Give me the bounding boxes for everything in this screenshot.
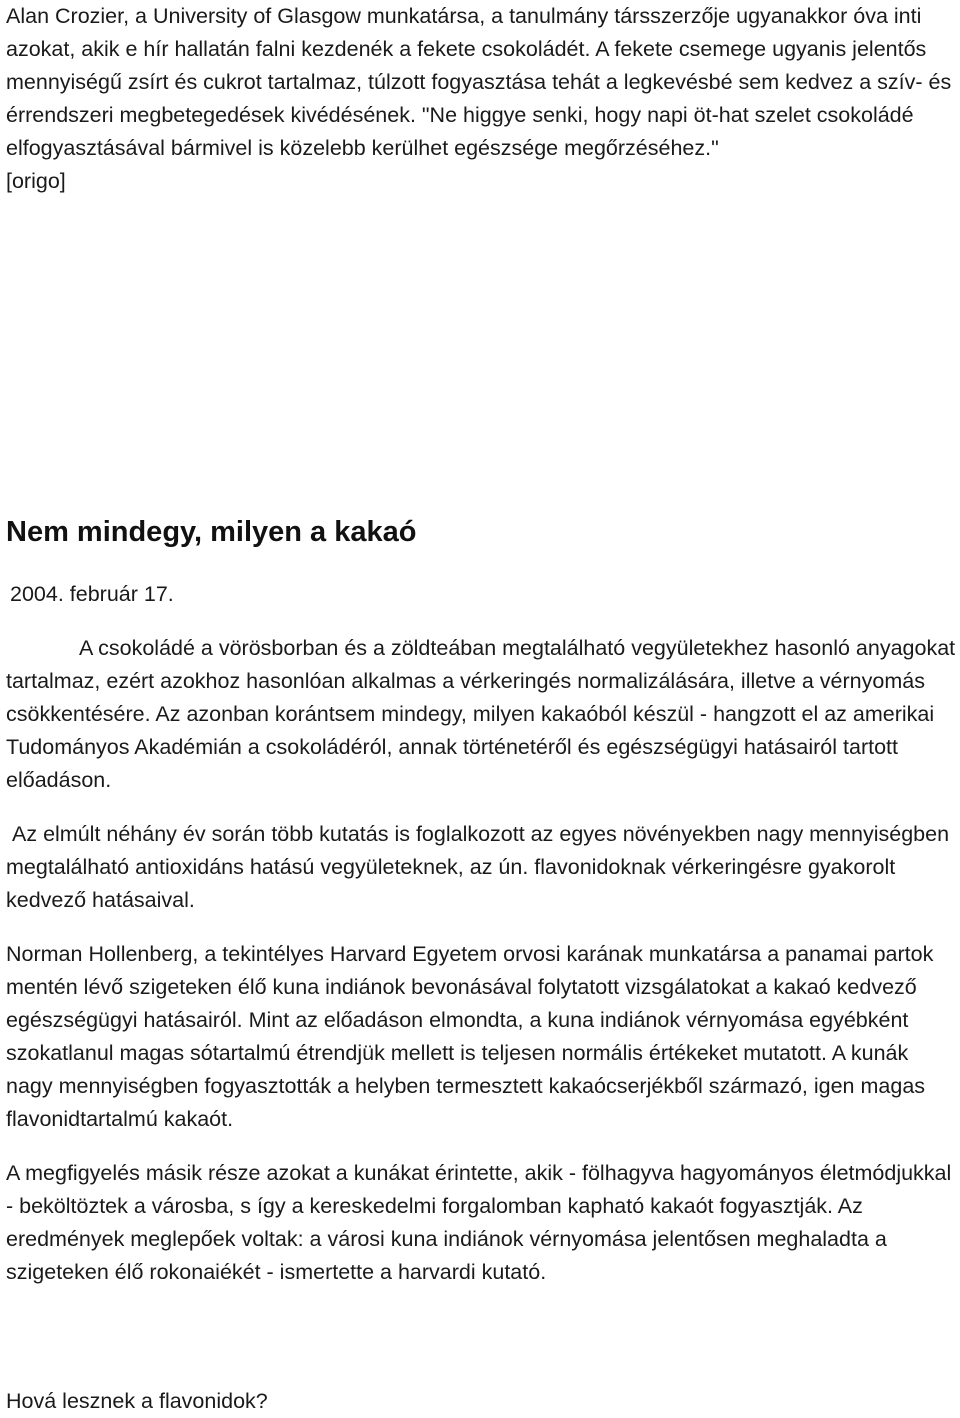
document-page — [6, 0, 958, 1413]
article-date: 2004. február 17. — [10, 582, 174, 606]
article-paragraph-3: Norman Hollenberg, a tekintélyes Harvard Egyetem orvosi karának munkatársa a panamai partok mentén lévő szigeteken élő kuna indiánok bevonásával folytatott vizsgálatokat a kakaó kedvező egészségügyi hatásairól. Mint az előadáson elmondta, a kuna indiánok vérnyomása egyébként szokatlanul magas sótartalmú étrendjük mellett is teljesen normális értékeket mutatott. A kunák nagy mennyiségben fogyasztották a helyben termesztett kakaócserjékből származó, igen magas flavonidtartalmú kakaót. — [6, 942, 934, 1131]
article-paragraph-2: Az elmúlt néhány év során több kutatás is foglalkozott az egyes növényekben nagy mennyiségben megtalálható antioxidáns hatású vegyületeknek, az ún. flavonidoknak vérkeringésre gyakorolt kedvező hatásaival. — [6, 822, 950, 912]
article-paragraph-4: A megfigyelés másik része azokat a kunákat érintette, akik - fölhagyva hagyományos életmódjukkal - beköltöztek a városba, s így a kereskedelmi forgalomban kapható kakaót fogyasztják. Az eredmények meglepőek voltak: a városi kuna indiánok vérnyomása jelentősen meghaladta a szigeteken élő rokonaiékét - ismertette a harvardi kutató. — [6, 1161, 952, 1284]
article-subheading: Hová lesznek a flavonidok? — [6, 1389, 268, 1413]
source-link[interactable]: [origo] — [6, 169, 66, 193]
article-body — [6, 632, 958, 1310]
article-paragraph-1: A csokoládé a vörösborban és a zöldteában megtalálható vegyületekhez hasonló anyagokat tartalmaz, ezért azokhoz hasonlóan alkalmas a vérkeringés normalizálására, illetve a vérnyomás csökkentésére. Az azonban korántsem mindegy, milyen kakaóból készül - hangzott el az amerikai Tudományos Akadémián a csokoládéról, annak történetéről és egészségügyi hatásairól tartott előadáson. — [6, 636, 956, 792]
article-title: Nem mindegy, milyen a kakaó — [6, 516, 417, 548]
intro-paragraph: Alan Crozier, a University of Glasgow munkatársa, a tanulmány társszerzője ugyanakkor óva inti azokat, akik e hír hallatán falni kezdenék a fekete csokoládét. A fekete csemege ugyanis jelentős mennyiségű zsírt és cukrot tartalmaz, túlzott fogyasztása tehát a legkevésbé sem kedvez a szív- és érrendszeri megbetegedések kivédésének. "Ne higgye senki, hogy napi öt-hat szelet csokoládé elfogyasztásával bármivel is közelebb kerülhet egészsége megőrzéséhez." — [6, 4, 952, 160]
